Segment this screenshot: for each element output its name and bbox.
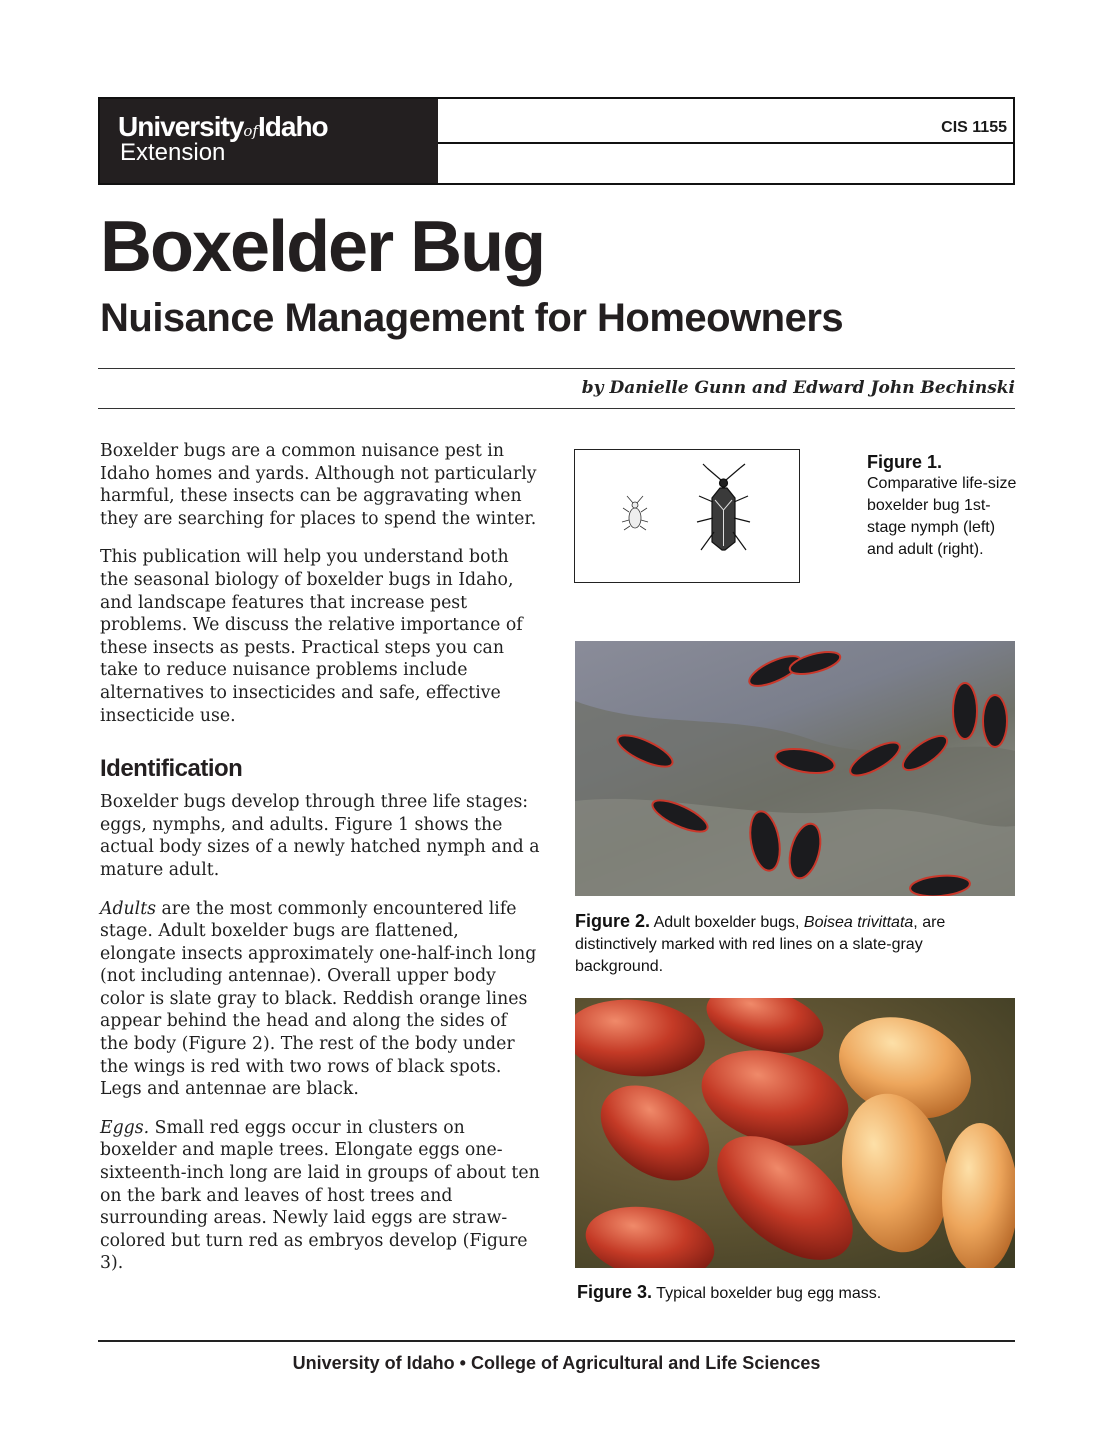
- eggs-paragraph: [100, 1117, 540, 1275]
- figure-2-photo: [575, 641, 1015, 896]
- footer-rule: [98, 1340, 1015, 1342]
- figure-1-caption: [867, 451, 1017, 561]
- bug-drawings-icon: [575, 450, 799, 582]
- figure-3-photo: [575, 998, 1015, 1268]
- logo-wordmark: UniversityofIdaho: [118, 111, 328, 142]
- figure-1-label: Figure 1.: [867, 452, 943, 472]
- adults-text: are the most commonly encountered life stage. Adult boxelder bugs are flattened, elongate insects approximately one-half-inch long (not including antennae). Overall upper body color is slate gray to black. Reddish orange lines appear behind the head and along the sides of the body (Figure 2). The rest of the body under the wings is red with two rows of black spots. Legs and antennae are black.: [100, 898, 537, 1100]
- page-title: Boxelder Bug: [100, 207, 545, 287]
- footer: University of Idaho • College of Agricultural and Life Sciences: [292, 1353, 821, 1373]
- figure-2-label: Figure 2.: [575, 911, 651, 931]
- figure-3-label: Figure 3.: [577, 1282, 653, 1302]
- masthead: [98, 97, 1015, 185]
- publication-code: CIS 1155: [941, 119, 1007, 136]
- section-heading-identification: Identification: [100, 755, 243, 783]
- logo-extension: Extension: [120, 139, 226, 166]
- figure-1-image: [574, 449, 800, 583]
- figure-1-text: Comparative life-size boxelder bug 1st-stage nymph (left) and adult (right).: [867, 475, 1017, 558]
- figure-3-caption: Figure 3. Typical boxelder bug egg mass.: [577, 1282, 882, 1302]
- intro-paragraph-1: Boxelder bugs are a common nuisance pest in Idaho homes and yards. Although not particularly harmful, these insects can be aggravating when they are searching for places to spend the winter.: [100, 441, 537, 529]
- page-subtitle: Nuisance Management for Homeowners: [100, 296, 844, 340]
- adults-term: Adults: [100, 898, 157, 919]
- title-rule-bottom: [98, 408, 1015, 409]
- title-rule-top: [98, 368, 1015, 369]
- egg-mass-photo-icon: [575, 998, 1015, 1268]
- species-name: Boisea trivittata: [803, 914, 914, 931]
- university-logo: [100, 99, 438, 183]
- boxelder-bugs-photo-icon: [575, 641, 1015, 896]
- intro-paragraph-2: This publication will help you understand both the seasonal biology of boxelder bugs in Idaho, and landscape features that increase pest problems. We discuss the relative importance of these insects as pests. Practical steps you can take to reduce nuisance problems include alternatives to insecticides and safe, effective insecticide use.: [100, 547, 523, 726]
- eggs-text: Small red eggs occur in clusters on boxelder and maple trees. Elongate eggs one-sixteenth-inch long are laid in groups of about ten on the bark and leaves of host trees and surrounding areas. Newly laid eggs are straw-colored but turn red as embryos develop (Figure 3).: [100, 1117, 540, 1274]
- adults-paragraph: [100, 898, 540, 1101]
- figure-2-caption: Figure 2. Adult boxelder bugs, Boisea trivittata, are distinctively marked with red lines on a slate-gray background.: [575, 911, 946, 975]
- byline: by Danielle Gunn and Edward John Bechinski: [581, 378, 1015, 398]
- identification-paragraph: Boxelder bugs develop through three life stages: eggs, nymphs, and adults. Figure 1 shows the actual body sizes of a newly hatched nymph and a mature adult.: [100, 792, 540, 880]
- eggs-term: Eggs.: [100, 1117, 150, 1138]
- masthead-divider: [438, 142, 1013, 144]
- body-column: [100, 440, 540, 1291]
